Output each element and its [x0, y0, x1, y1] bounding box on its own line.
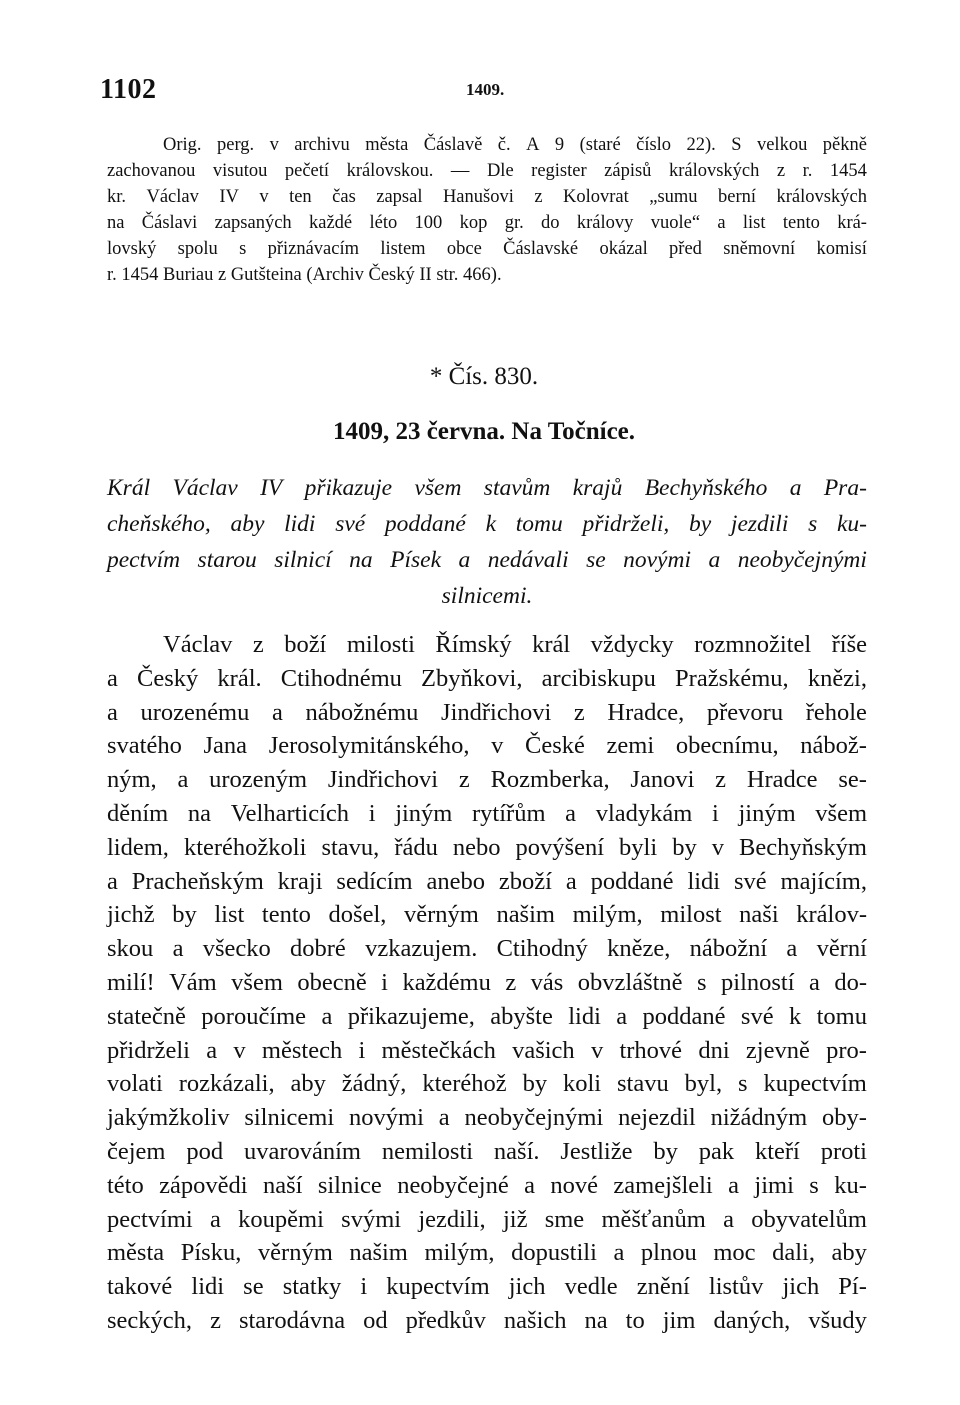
date-place-heading: 1409, 23 června. Na Točníce.	[332, 418, 636, 445]
note-line: na Čáslavi zapsaných každé léto 100 kop gr. do královy vuole“ a list tento krá-	[107, 213, 867, 233]
running-head-year: 1409.	[466, 80, 505, 99]
body-line: skou a všecko dobré vzkazujem. Ctihodný kněze, nábožní a věrní	[107, 935, 867, 963]
body-line: města Písku, věrným našim milým, dopustili a plnou moc dali, aby	[107, 1239, 867, 1267]
charter-text	[107, 628, 867, 1338]
regest-line: pectvím starou silnicí na Písek a nedávali se novými a neobyčejnými	[107, 547, 867, 573]
body-line: jakýmžkoliv silnicemi novými a neobyčejnými nejezdil nižádným oby-	[107, 1104, 867, 1132]
body-line: a Pracheňským kraji sedícím anebo zboží a poddané lidi své majícím,	[107, 867, 867, 895]
note-line: r. 1454 Buriau z Gutšteina (Archiv Český II str. 466).	[107, 265, 502, 285]
body-line: ným, a urozeným Jindřichovi z Rozmberka, Janovi z Hradce se-	[107, 766, 867, 794]
page-number: 1102	[100, 74, 157, 105]
body-line: jichž by list tento došel, věrným našim milým, milost naši králov-	[107, 901, 867, 929]
body-line: přidrželi a v městech i městečkách vašich v trhové dni zjevně pro-	[107, 1036, 867, 1064]
note-line: kr. Václav IV v ten čas zapsal Hanušovi z Kolovrat „sumu berní královských	[107, 187, 867, 207]
body-line: takové lidi se statky i kupectvím jich vedle znění listův jich Pí-	[107, 1273, 867, 1301]
note-line: Orig. perg. v archivu města Čáslavě č. A 9 (staré číslo 22). S velkou pěkně	[163, 135, 867, 155]
note-line: lovský spolu s přiznávacím listem obce Čáslavské okázal před sněmovní komisí	[107, 239, 867, 259]
regest-line: cheňského, aby lidi své poddané k tomu přidrželi, by jezdili s ku-	[107, 511, 867, 537]
note-line: zachovanou visutou pečetí královskou. — Dle register zápisů královských z r. 1454	[107, 161, 867, 181]
body-line: a urozenému a nábožnému Jindřichovi z Hradce, převoru řehole	[107, 698, 867, 726]
body-line: a Český král. Ctihodnému Zbyňkovi, arcibiskupu Pražskému, knězi,	[107, 664, 867, 692]
body-line: čejem pod uvarováním nemilosti naší. Jestliže by pak kteří proti	[107, 1137, 867, 1165]
body-line: milí! Vám všem obecně i každému z vás obvzláštně s pilností a do-	[107, 968, 867, 996]
body-line: této zápovědi naší silnice neobyčejné a nové zamejšleli a jimi s ku-	[107, 1171, 867, 1199]
document-number: * Čís. 830.	[429, 363, 539, 390]
body-line: pectvími a koupěmi svými jezdili, již sme měšťanům a obyvatelům	[107, 1205, 867, 1233]
body-line: děním na Velharticích i jiným rytířům a vladykám i jiným všem	[107, 799, 867, 827]
body-line: svatého Jana Jerosolymitánského, v České zemi obecnímu, nábož-	[107, 732, 867, 760]
body-line: seckých, z starodávna od předkův našich na to jim daných, všudy	[107, 1306, 867, 1334]
regest-line: Král Václav IV přikazuje všem stavům krajů Bechyňského a Pra-	[107, 475, 867, 501]
page-header	[0, 74, 960, 114]
regest-line: silnicemi.	[441, 583, 533, 609]
body-line: volati rozkázali, aby žádný, kteréhož by koli stavu byl, s kupectvím	[107, 1070, 867, 1098]
body-line: statečně poroučíme a přikazujeme, abyšte lidi a poddané své k tomu	[107, 1002, 867, 1030]
body-line: lidem, kteréhožkoli stavu, řádu nebo povýšení byli by v Bechyňským	[107, 833, 867, 861]
body-line: Václav z boží milosti Římský král vždycky rozmnožitel říše	[163, 631, 867, 658]
archival-note	[107, 132, 867, 288]
regest-summary	[107, 470, 867, 614]
